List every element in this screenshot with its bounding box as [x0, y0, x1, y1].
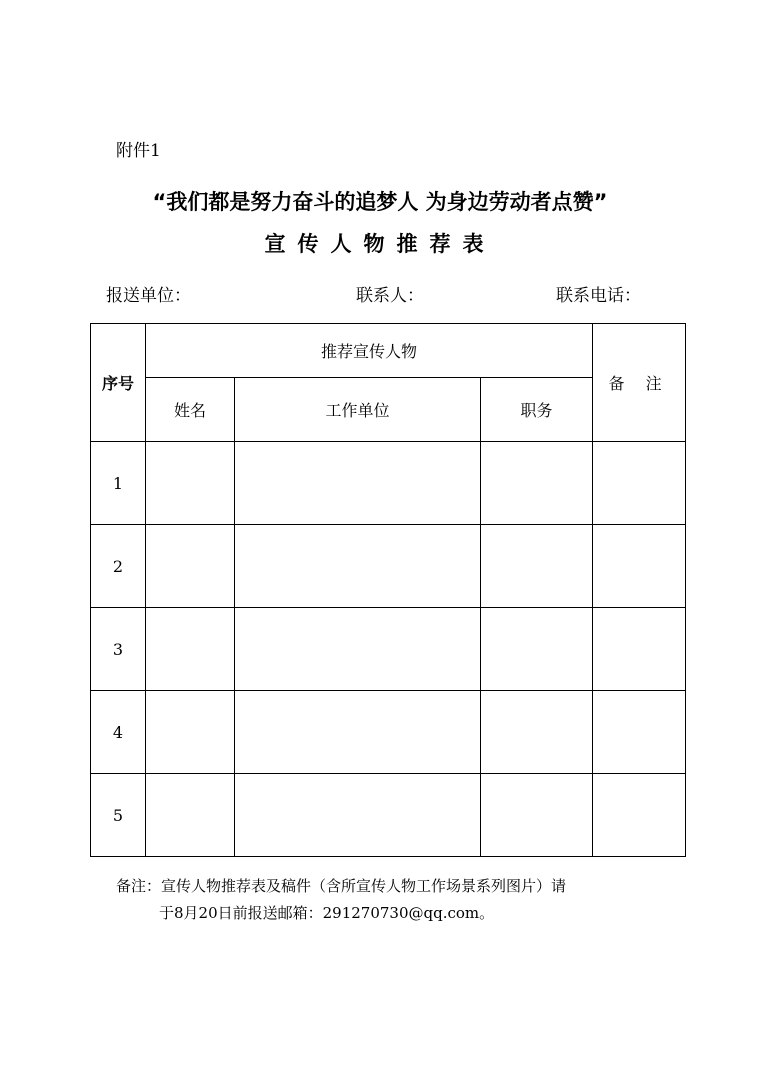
- footnote-line-2: 于8月20日前报送邮箱：291270730@qq.com。: [159, 904, 495, 922]
- row-position-cell[interactable]: [481, 525, 593, 608]
- header-seq: 序号: [91, 324, 146, 442]
- row-remarks-cell[interactable]: [593, 774, 686, 857]
- row-name-cell[interactable]: [146, 442, 235, 525]
- row-position-cell[interactable]: [481, 442, 593, 525]
- row-work-unit-cell[interactable]: [235, 442, 481, 525]
- row-work-unit-cell[interactable]: [235, 608, 481, 691]
- row-seq: 5: [91, 774, 146, 857]
- header-work-unit: 工作单位: [235, 378, 481, 442]
- table-row: [91, 774, 686, 857]
- row-remarks-cell[interactable]: [593, 442, 686, 525]
- attachment-label: 附件1: [116, 141, 161, 161]
- header-position: 职务: [481, 378, 593, 442]
- table-row: [91, 608, 686, 691]
- row-name-cell[interactable]: [146, 608, 235, 691]
- recommendation-table: [90, 323, 686, 857]
- row-position-cell[interactable]: [481, 608, 593, 691]
- contact-phone-label: 联系电话：: [556, 286, 641, 306]
- table-row: [91, 691, 686, 774]
- footnote-line-1: 备注：宣传人物推荐表及稿件（含所宣传人物工作场景系列图片）请: [116, 877, 567, 895]
- table-row: [91, 525, 686, 608]
- row-name-cell[interactable]: [146, 774, 235, 857]
- header-remarks: 备 注: [593, 324, 686, 442]
- contact-person-label: 联系人：: [356, 286, 424, 306]
- submitting-unit-label: 报送单位：: [106, 286, 191, 306]
- row-remarks-cell[interactable]: [593, 525, 686, 608]
- table-header-row: [91, 324, 686, 378]
- document-subtitle: 宣传人物推荐表: [264, 232, 496, 256]
- row-remarks-cell[interactable]: [593, 691, 686, 774]
- row-remarks-cell[interactable]: [593, 608, 686, 691]
- header-recommended-person: 推荐宣传人物: [146, 324, 593, 378]
- document-title: “我们都是努力奋斗的追梦人 为身边劳动者点赞”: [152, 190, 608, 214]
- row-seq: 4: [91, 691, 146, 774]
- row-name-cell[interactable]: [146, 525, 235, 608]
- row-seq: 3: [91, 608, 146, 691]
- header-name: 姓名: [146, 378, 235, 442]
- table-row: [91, 442, 686, 525]
- row-work-unit-cell[interactable]: [235, 691, 481, 774]
- row-work-unit-cell[interactable]: [235, 525, 481, 608]
- row-work-unit-cell[interactable]: [235, 774, 481, 857]
- row-seq: 2: [91, 525, 146, 608]
- row-name-cell[interactable]: [146, 691, 235, 774]
- row-position-cell[interactable]: [481, 691, 593, 774]
- row-seq: 1: [91, 442, 146, 525]
- row-position-cell[interactable]: [481, 774, 593, 857]
